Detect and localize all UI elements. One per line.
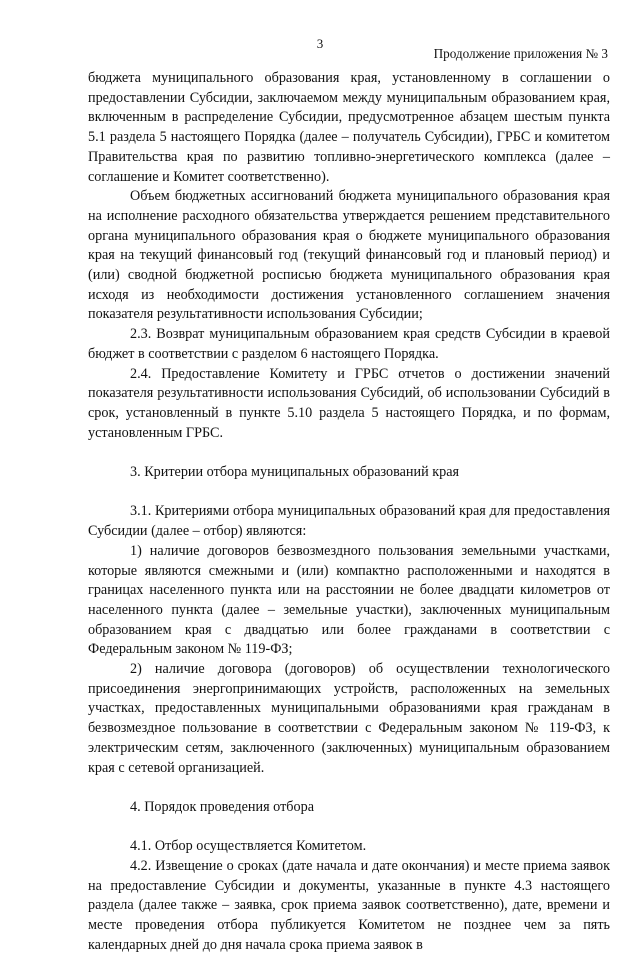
paragraph-budget-agreement: бюджета муниципального образования края, установленному в соглашении о предоставлении Субсидии, заключаемом между муниципальным образованием края, включенным в распределение Субсидии, предусмотренное абзацем шестым пункта 5.1 раздела 5 настоящего Порядка (далее – получатель Субсидии), ГРБС и комитетом Правительства края по развитию топливно-энергетического комплекса (далее – соглашение и Комитет соответственно). [88, 70, 610, 185]
paragraph-budget-allocations: Объем бюджетных ассигнований бюджета муниципального образования края на исполнение расходного обязательства утверждается решением представительного органа муниципального образования края о бюджете муниципального образования края на текущий финансовый год (текущий финансовый год и плановый период) и (или) сводной бюджетной росписью бюджета муниципального образования края исходя из необходимости достижения установленного соглашением значения показателя результативности использования Субсидии; [88, 188, 610, 323]
section-3-heading: 3. Критерии отбора муниципальных образований края [130, 464, 460, 481]
paragraph-4-2: 4.2. Извещение о сроках (дате начала и дате окончания) и месте приема заявок на предоставление Субсидии и документы, указанные в пункте 4.3 настоящего раздела (далее также – заявка, срок приема заявок соответственно), дате, времени и месте проведения отбора публикуется Комитетом не позднее чем за пять календарных дней до дня начала срока приема заявок в [88, 858, 610, 953]
paragraph-2-3: 2.3. Возврат муниципальным образованием края средств Субсидии в краевой бюджет в соответствии с разделом 6 настоящего Порядка. [88, 326, 610, 362]
spacer [88, 483, 610, 503]
section-4-heading: 4. Порядок проведения отбора [130, 798, 314, 815]
paragraph-2-4: 2.4. Предоставление Комитету и ГРБС отчетов о достижении значений показателя результативности использования Субсидий, об использовании Субсидий в срок, установленный в пункте 5.10 раздела 5 настоящего Порядка, и по формам, установленным ГРБС. [88, 365, 610, 441]
page-number: 3 [316, 36, 324, 51]
document-body [88, 69, 610, 956]
spacer [88, 778, 610, 798]
paragraph-3-1: 3.1. Критериями отбора муниципальных образований края для предоставления Субсидии (далее – отбор) являются: [88, 503, 610, 540]
criterion-1: 1) наличие договоров безвозмездного пользования земельными участками, которые являются смежными и (или) компактно расположенными и находятся в границах населенного пункта или на расстоянии не более двадцати километров от населенного пункта (далее – земельные участки), заключенных муниципальным образованием края с двадцатью или более гражданами в соответствии с Федеральным законом № 119-ФЗ; [88, 542, 610, 658]
spacer [88, 443, 610, 463]
spacer [88, 818, 610, 838]
paragraph-4-1: 4.1. Отбор осуществляется Комитетом. [130, 838, 367, 855]
appendix-continuation-note: Продолжение приложения № 3 [433, 46, 608, 61]
criterion-2: 2) наличие договора (договоров) об осуществлении технологического присоединения энергопринимающих устройств, расположенных на земельных участках, предоставленных муниципальными образованиями края гражданам в безвозмездное пользование в соответствии с Федеральным законом № 119-ФЗ, к электрическим сетям, заключенного (заключенных) муниципальным образованием края с сетевой организацией. [88, 661, 610, 776]
